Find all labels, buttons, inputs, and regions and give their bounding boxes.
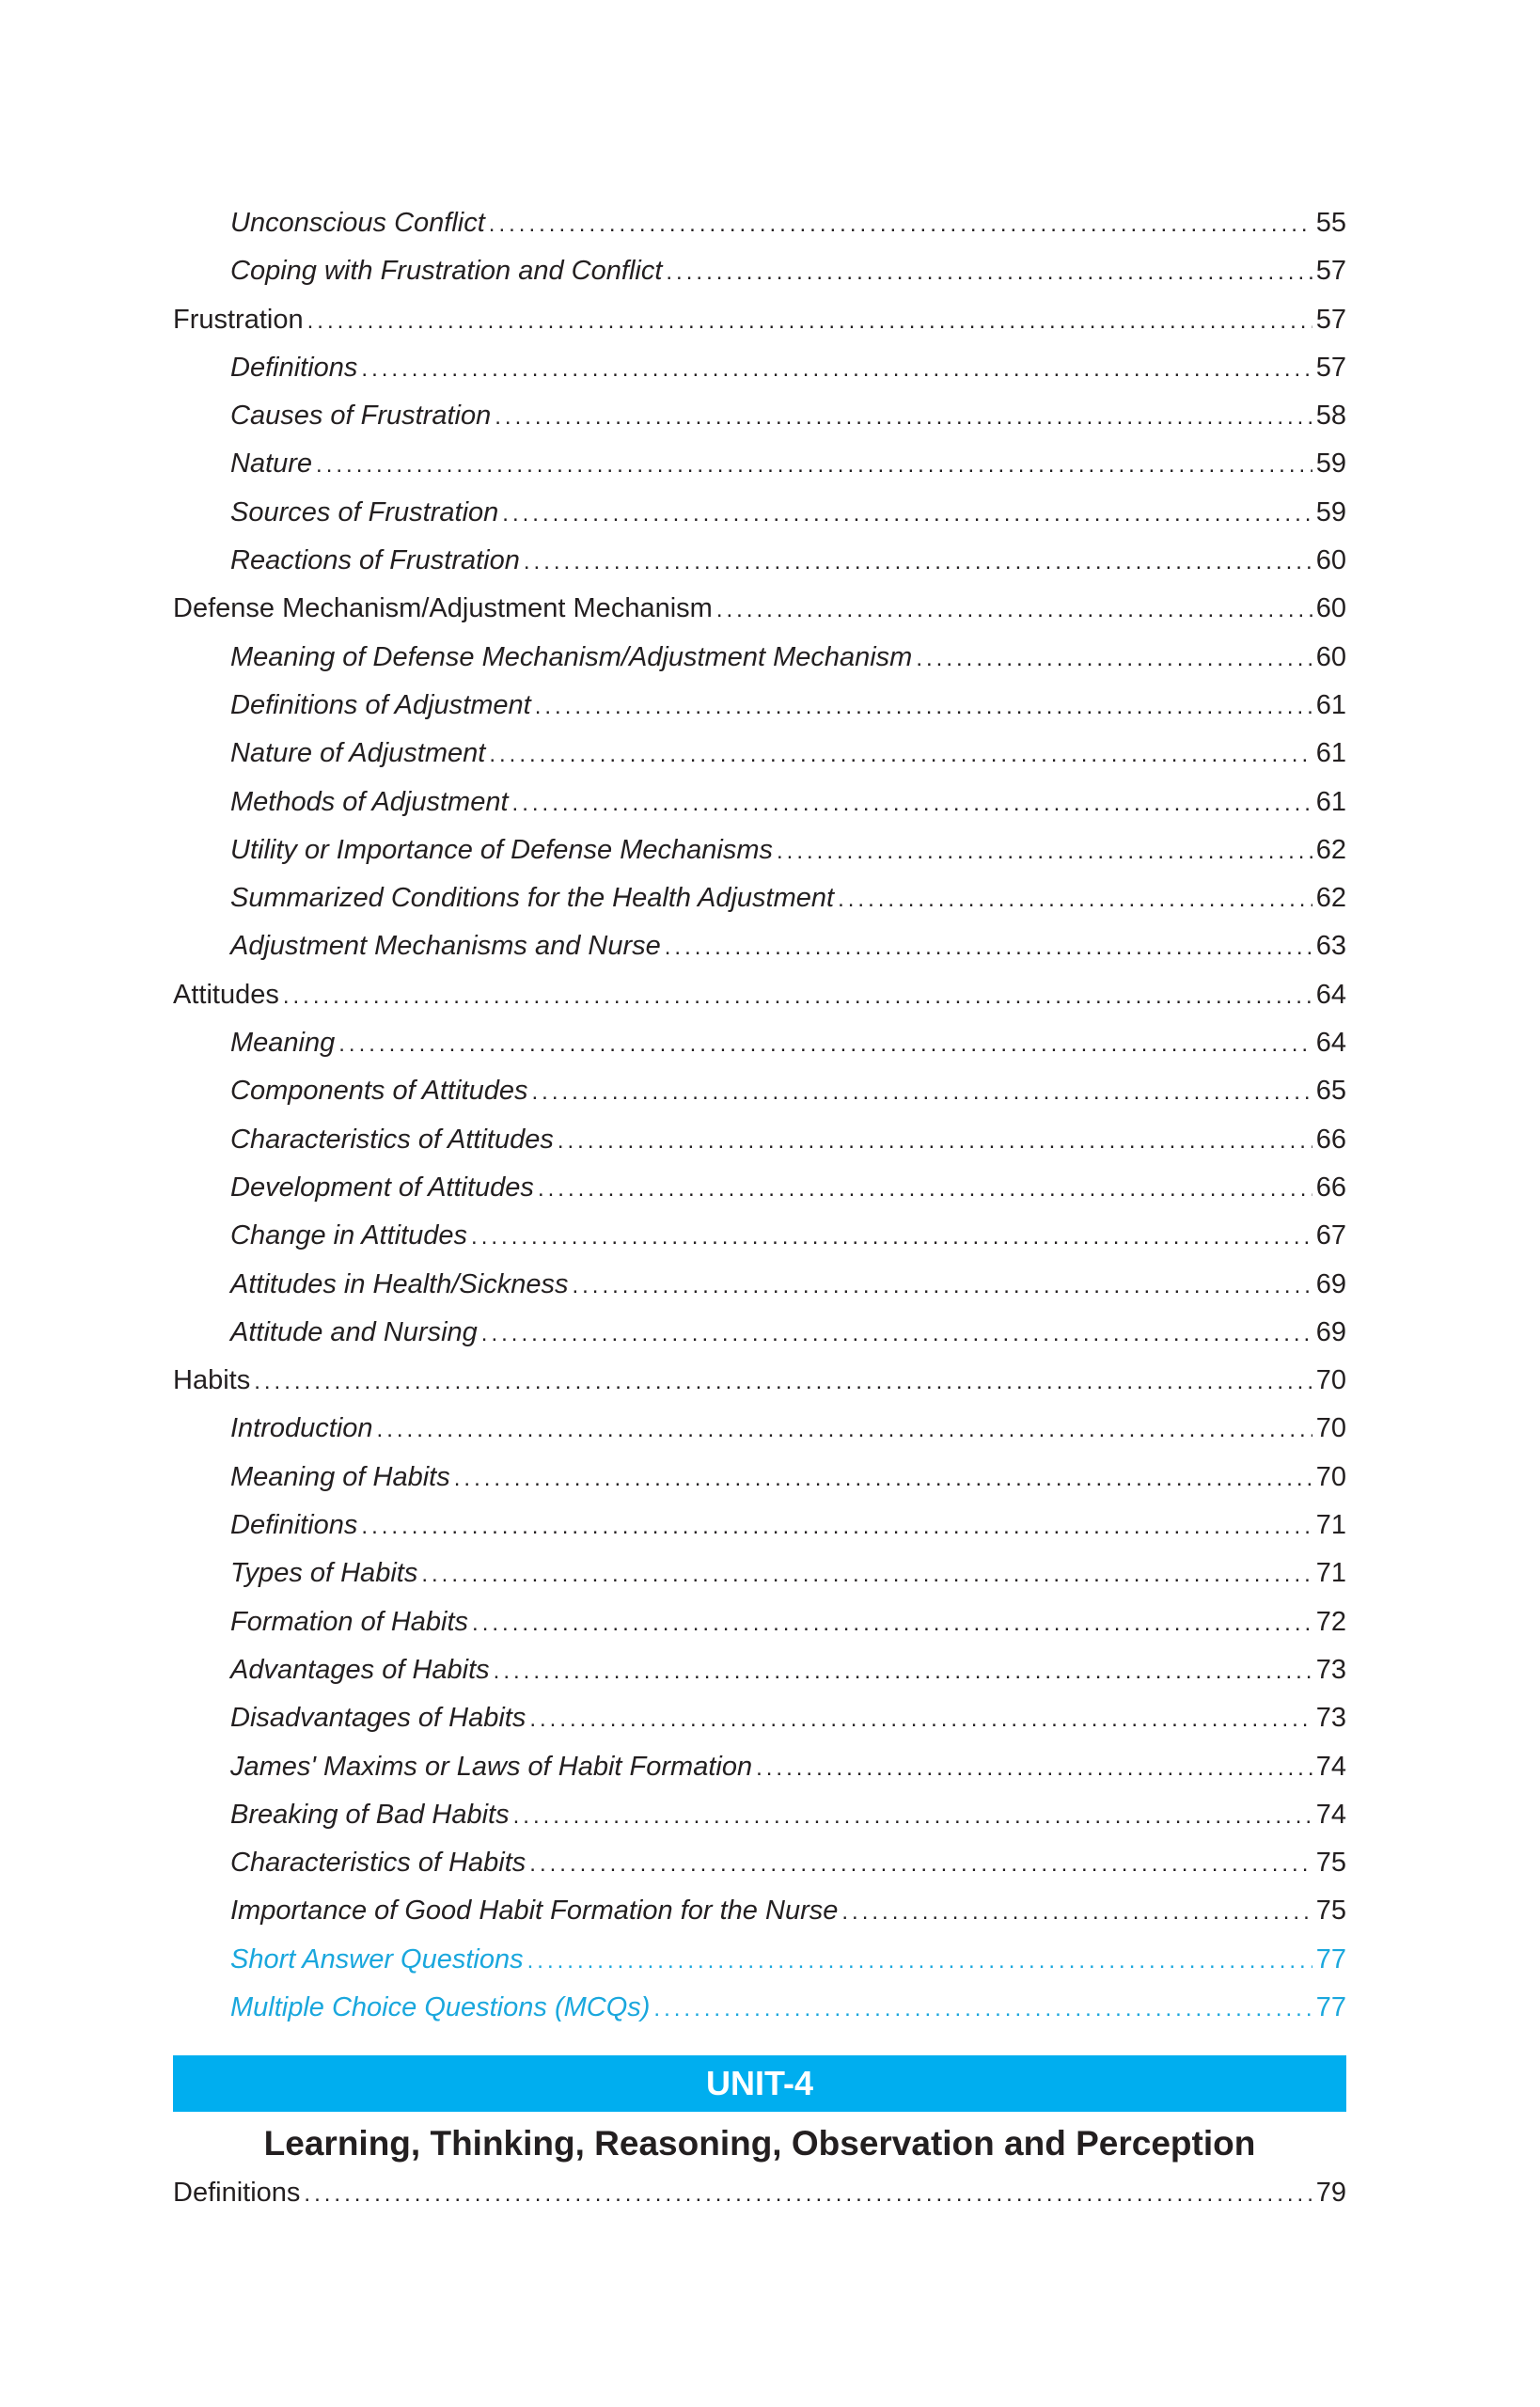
toc-entry[interactable] xyxy=(173,826,1346,874)
toc-entry[interactable] xyxy=(173,1887,1346,1935)
toc-entry-page: 59 xyxy=(1315,496,1346,527)
toc-entry-page: 79 xyxy=(1315,2178,1346,2208)
dot-leader xyxy=(756,1744,1312,1792)
toc-entry[interactable] xyxy=(173,2169,1346,2217)
unit-label: UNIT-4 xyxy=(705,2064,813,2102)
toc-entry-title: Utility or Importance of Defense Mechanisms xyxy=(230,834,773,865)
toc-entry[interactable] xyxy=(173,247,1346,295)
toc-entry[interactable] xyxy=(173,1936,1346,1984)
toc-entry-page: 69 xyxy=(1315,1316,1346,1347)
toc-entry-page: 71 xyxy=(1315,1558,1346,1589)
toc-entry[interactable] xyxy=(173,1261,1346,1309)
toc-entry-page: 59 xyxy=(1315,448,1346,480)
dot-leader xyxy=(481,1310,1312,1358)
toc-entry-title: Reactions of Frustration xyxy=(230,545,520,576)
toc-entry[interactable] xyxy=(173,489,1346,537)
toc-entry-title: Types of Habits xyxy=(230,1558,418,1589)
toc-entry[interactable] xyxy=(173,1646,1346,1694)
toc-entry-title: Attitude and Nursing xyxy=(230,1316,478,1347)
toc-entry-page: 67 xyxy=(1315,1220,1346,1251)
dot-leader xyxy=(716,586,1312,634)
toc-entry-page: 61 xyxy=(1315,738,1346,769)
toc-entry-title: Formation of Habits xyxy=(230,1606,469,1637)
toc-entry-title: Frustration xyxy=(173,304,304,335)
toc-entry-page: 61 xyxy=(1315,689,1346,720)
toc-entry[interactable] xyxy=(173,1743,1346,1791)
toc-entry-page: 66 xyxy=(1315,1172,1346,1203)
dot-leader xyxy=(489,200,1312,248)
toc-entry-title: Advantages of Habits xyxy=(230,1654,490,1685)
toc-entry[interactable] xyxy=(173,344,1346,392)
dot-leader xyxy=(653,1985,1312,2033)
toc-entry-title: Methods of Adjustment xyxy=(230,786,509,817)
dot-leader xyxy=(454,1455,1312,1502)
dot-leader xyxy=(535,683,1312,731)
dot-leader xyxy=(538,1165,1312,1213)
toc-entry[interactable] xyxy=(173,1694,1346,1742)
toc-entry-page: 66 xyxy=(1315,1124,1346,1155)
toc-entry[interactable] xyxy=(173,1405,1346,1453)
toc-entry[interactable] xyxy=(173,440,1346,488)
toc-entry-page: 61 xyxy=(1315,786,1346,817)
toc-entry-page: 62 xyxy=(1315,883,1346,914)
toc-entry-page: 63 xyxy=(1315,931,1346,962)
toc-entry-title: James' Maxims or Laws of Habit Formation xyxy=(230,1751,753,1782)
dot-leader xyxy=(524,538,1312,586)
dot-leader xyxy=(316,441,1312,489)
toc-entry-title: Disadvantages of Habits xyxy=(230,1703,526,1734)
toc-entry[interactable] xyxy=(173,1454,1346,1502)
toc-entry-title: Meaning xyxy=(230,1028,336,1059)
toc-entry-title: Short Answer Questions xyxy=(230,1943,524,1974)
toc-entry[interactable] xyxy=(173,1019,1346,1067)
toc-entry-page: 77 xyxy=(1315,1943,1346,1974)
toc-entry[interactable] xyxy=(173,1116,1346,1164)
dot-leader xyxy=(513,1792,1312,1840)
toc-entry-title: Characteristics of Habits xyxy=(230,1848,526,1879)
dot-leader xyxy=(377,1406,1312,1454)
toc-entry-title: Change in Attitudes xyxy=(230,1220,468,1251)
toc-entry[interactable] xyxy=(173,874,1346,922)
dot-leader xyxy=(777,827,1312,875)
toc-entry-title: Attitudes in Health/Sickness xyxy=(230,1268,569,1299)
toc-entry-title: Meaning of Habits xyxy=(230,1461,450,1492)
dot-leader xyxy=(841,1888,1312,1936)
dot-leader xyxy=(494,1647,1312,1695)
dot-leader xyxy=(529,1840,1312,1888)
dot-leader xyxy=(254,1358,1312,1406)
toc-entry-page: 58 xyxy=(1315,401,1346,432)
toc-entry[interactable] xyxy=(173,296,1346,344)
toc-entry-title: Characteristics of Attitudes xyxy=(230,1124,554,1155)
toc-list-unit-4 xyxy=(173,2169,1346,2217)
dot-leader xyxy=(361,345,1312,393)
toc-entry-title: Sources of Frustration xyxy=(230,496,499,527)
toc-entry[interactable] xyxy=(173,682,1346,730)
dot-leader xyxy=(666,248,1312,296)
toc-entry-page: 70 xyxy=(1315,1461,1346,1492)
dot-leader xyxy=(512,779,1312,827)
toc-entry-title: Coping with Frustration and Conflict xyxy=(230,256,663,287)
toc-entry[interactable] xyxy=(173,1164,1346,1212)
toc-entry[interactable] xyxy=(173,1067,1346,1115)
dot-leader xyxy=(532,1068,1312,1116)
toc-entry-page: 70 xyxy=(1315,1413,1346,1444)
unit-banner xyxy=(173,2055,1346,2112)
toc-entry-title: Components of Attitudes xyxy=(230,1076,528,1107)
toc-entry-page: 74 xyxy=(1315,1751,1346,1782)
dot-leader xyxy=(838,875,1312,923)
dot-leader xyxy=(502,490,1312,538)
toc-entry[interactable] xyxy=(173,1357,1346,1405)
toc-entry[interactable] xyxy=(173,1791,1346,1839)
toc-entry[interactable] xyxy=(173,730,1346,778)
toc-entry-page: 62 xyxy=(1315,834,1346,865)
dot-leader xyxy=(495,393,1312,441)
toc-entry[interactable] xyxy=(173,922,1346,970)
toc-entry-title: Nature of Adjustment xyxy=(230,738,486,769)
toc-entry-title: Definitions of Adjustment xyxy=(230,689,531,720)
toc-entry-page: 60 xyxy=(1315,641,1346,672)
toc-entry-page: 71 xyxy=(1315,1510,1346,1541)
dot-leader xyxy=(489,731,1312,779)
toc-entry-page: 57 xyxy=(1315,352,1346,383)
toc-entry-title: Summarized Conditions for the Health Adjustment xyxy=(230,883,835,914)
toc-list xyxy=(173,199,1346,2032)
toc-entry[interactable] xyxy=(173,1598,1346,1646)
toc-entry-page: 57 xyxy=(1315,304,1346,335)
toc-entry-page: 75 xyxy=(1315,1848,1346,1879)
toc-entry-title: Unconscious Conflict xyxy=(230,208,485,238)
toc-entry[interactable] xyxy=(173,634,1346,682)
dot-leader xyxy=(916,635,1312,683)
dot-leader xyxy=(558,1117,1312,1165)
dot-leader xyxy=(421,1550,1312,1598)
toc-entry[interactable] xyxy=(173,392,1346,440)
dot-leader xyxy=(665,923,1312,971)
toc-entry[interactable] xyxy=(173,1550,1346,1597)
toc-entry-title: Breaking of Bad Habits xyxy=(230,1799,510,1830)
toc-entry-title: Adjustment Mechanisms and Nurse xyxy=(230,931,661,962)
toc-entry[interactable] xyxy=(173,971,1346,1019)
toc-entry-title: Development of Attitudes xyxy=(230,1172,534,1203)
dot-leader xyxy=(304,2170,1312,2218)
toc-entry[interactable] xyxy=(173,779,1346,826)
dot-leader xyxy=(361,1502,1312,1550)
toc-entry[interactable] xyxy=(173,1212,1346,1260)
dot-leader xyxy=(529,1695,1312,1743)
toc-entry-title: Causes of Frustration xyxy=(230,401,492,432)
toc-entry[interactable] xyxy=(173,1839,1346,1887)
toc-entry-title: Multiple Choice Questions (MCQs) xyxy=(230,1991,651,2022)
toc-entry-title: Meaning of Defense Mechanism/Adjustment Mechanism xyxy=(230,641,913,672)
toc-entry-page: 64 xyxy=(1315,979,1346,1010)
dot-leader xyxy=(283,972,1312,1020)
toc-entry-page: 75 xyxy=(1315,1896,1346,1927)
toc-entry-page: 57 xyxy=(1315,256,1346,287)
dot-leader xyxy=(307,297,1312,345)
toc-entry-title: Definitions xyxy=(230,352,358,383)
toc-entry[interactable] xyxy=(173,1984,1346,2032)
toc-entry-title: Nature xyxy=(230,448,313,480)
toc-entry-page: 73 xyxy=(1315,1654,1346,1685)
toc-entry-page: 74 xyxy=(1315,1799,1346,1830)
toc-entry-title: Definitions xyxy=(173,2178,301,2208)
toc-entry-title: Introduction xyxy=(230,1413,373,1444)
toc-entry-page: 55 xyxy=(1315,208,1346,238)
toc-entry-page: 65 xyxy=(1315,1076,1346,1107)
toc-entry-page: 70 xyxy=(1315,1365,1346,1396)
dot-leader xyxy=(471,1213,1312,1261)
toc-entry-title: Attitudes xyxy=(173,979,279,1010)
toc-entry[interactable] xyxy=(173,199,1346,247)
toc-entry-page: 60 xyxy=(1315,593,1346,624)
dot-leader xyxy=(338,1020,1312,1068)
toc-entry-title: Definitions xyxy=(230,1510,358,1541)
toc-entry[interactable] xyxy=(173,585,1346,633)
unit-title: Learning, Thinking, Reasoning, Observation and Perception xyxy=(263,2124,1256,2163)
dot-leader xyxy=(472,1599,1312,1647)
toc-entry-page: 73 xyxy=(1315,1703,1346,1734)
toc-entry-title: Habits xyxy=(173,1365,251,1396)
toc-entry[interactable] xyxy=(173,1502,1346,1550)
toc-entry[interactable] xyxy=(173,537,1346,585)
toc-entry-page: 64 xyxy=(1315,1028,1346,1059)
toc-entry-page: 77 xyxy=(1315,1991,1346,2022)
toc-entry-page: 72 xyxy=(1315,1606,1346,1637)
dot-leader xyxy=(572,1262,1312,1310)
toc-entry-title: Defense Mechanism/Adjustment Mechanism xyxy=(173,593,713,624)
toc-entry-page: 69 xyxy=(1315,1268,1346,1299)
dot-leader xyxy=(527,1937,1312,1985)
toc-entry[interactable] xyxy=(173,1309,1346,1357)
toc-entry-page: 60 xyxy=(1315,545,1346,576)
toc-entry-title: Importance of Good Habit Formation for the Nurse xyxy=(230,1896,839,1927)
